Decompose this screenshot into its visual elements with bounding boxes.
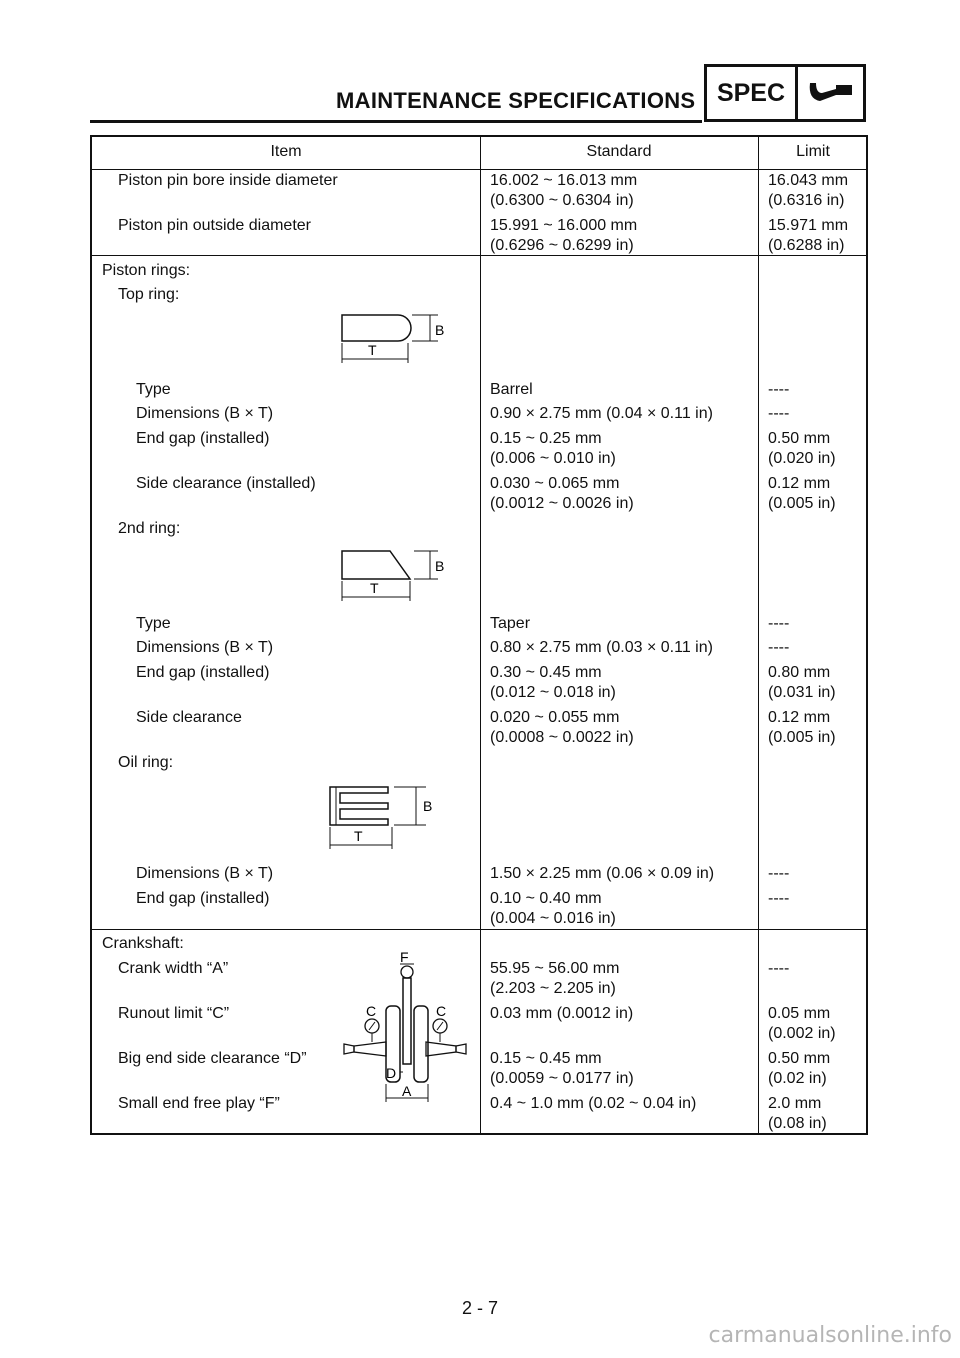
limit-value: (0.02 in) [768,1070,827,1087]
subsection-heading: 2nd ring: [118,520,181,537]
limit-value: ---- [768,615,790,632]
standard-value: (0.0059 ~ 0.0177 in) [490,1070,634,1087]
standard-value: 0.30 ~ 0.45 mm [490,664,602,681]
item-label: Side clearance (installed) [136,475,316,492]
dimension-label-a: A [402,1083,412,1099]
standard-value: 0.15 ~ 0.25 mm [490,430,602,447]
section-heading: Crankshaft: [102,935,184,952]
limit-value: 16.043 mm [768,172,849,189]
dimension-label-b: B [423,798,433,814]
standard-value: 0.10 ~ 0.40 mm [490,890,602,907]
standard-value: 16.002 ~ 16.013 mm [490,172,638,189]
oil-ring-diagram [318,777,442,857]
standard-value: 0.03 mm (0.0012 in) [490,1005,634,1022]
item-label: Dimensions (B × T) [136,405,274,422]
item-label: Piston pin outside diameter [118,217,311,234]
item-label: Side clearance [136,709,242,726]
standard-value: 0.020 ~ 0.055 mm [490,709,620,726]
item-label: End gap (installed) [136,430,270,447]
standard-value: (0.6296 ~ 0.6299 in) [490,237,634,254]
standard-value: 15.991 ~ 16.000 mm [490,217,638,234]
limit-value: ---- [768,405,790,422]
section-divider [92,255,866,256]
column-header-item: Item [270,143,302,160]
dimension-label-t: T [370,580,379,596]
standard-value: (0.0008 ~ 0.0022 in) [490,729,634,746]
item-label: Small end free play “F” [118,1095,280,1112]
dimension-label-b: B [435,322,445,338]
col-divider [480,137,481,1133]
column-header-standard: Standard [586,143,652,160]
limit-value: 15.971 mm [768,217,849,234]
limit-value: (0.08 in) [768,1115,827,1132]
standard-value: (0.0012 ~ 0.0026 in) [490,495,634,512]
section-divider [92,929,866,930]
limit-value: 0.12 mm [768,709,831,726]
item-label: Big end side clearance “D” [118,1050,307,1067]
standard-value: 0.90 × 2.75 mm (0.04 × 0.11 in) [490,405,713,422]
header-rule [90,120,702,123]
standard-value: 0.80 × 2.75 mm (0.03 × 0.11 in) [490,639,713,656]
wrench-icon [798,67,863,119]
limit-value: (0.002 in) [768,1025,836,1042]
limit-value: 0.50 mm [768,430,831,447]
spec-table [90,135,868,1135]
subsection-heading: Oil ring: [118,754,174,771]
limit-value: ---- [768,381,790,398]
standard-value: 0.15 ~ 0.45 mm [490,1050,602,1067]
subsection-heading: Top ring: [118,286,180,303]
standard-value: 0.030 ~ 0.065 mm [490,475,620,492]
limit-value: ---- [768,865,790,882]
item-label: End gap (installed) [136,664,270,681]
limit-value: ---- [768,639,790,656]
col-divider [758,137,759,1133]
limit-value: (0.6288 in) [768,237,845,254]
section-heading: Piston rings: [102,262,191,279]
item-label: Type [136,615,171,632]
limit-value: (0.020 in) [768,450,836,467]
limit-value: ---- [768,960,790,977]
standard-value: 1.50 × 2.25 mm (0.06 × 0.09 in) [490,865,715,882]
column-header-limit: Limit [796,143,830,160]
item-label: End gap (installed) [136,890,270,907]
dimension-label-f: F [400,952,409,965]
item-label: Dimensions (B × T) [136,865,274,882]
limit-value: ---- [768,890,790,907]
top-ring-diagram [332,307,452,369]
header-divider [92,169,866,170]
page-number: 2 - 7 [461,1298,499,1318]
limit-value: (0.005 in) [768,729,836,746]
item-label: Dimensions (B × T) [136,639,274,656]
page-title: MAINTENANCE SPECIFICATIONS [336,88,696,113]
standard-value: 0.4 ~ 1.0 mm (0.02 ~ 0.04 in) [490,1095,697,1112]
standard-value: 55.95 ~ 56.00 mm [490,960,620,977]
standard-value: Taper [490,615,531,632]
item-label: Type [136,381,171,398]
limit-value: 2.0 mm [768,1095,822,1112]
standard-value: (0.6300 ~ 0.6304 in) [490,192,634,209]
second-ring-diagram [332,541,452,603]
spec-badge [704,64,866,122]
dimension-label-d: D [386,1065,397,1081]
item-label: Crank width “A” [118,960,229,977]
limit-value: 0.12 mm [768,475,831,492]
limit-value: 0.80 mm [768,664,831,681]
dimension-label-c: C [366,1003,377,1019]
limit-value: 0.05 mm [768,1005,831,1022]
dimension-label-b: B [435,558,445,574]
limit-value: (0.031 in) [768,684,836,701]
standard-value: Barrel [490,381,533,398]
spec-badge-label: SPEC [707,67,798,119]
standard-value: (0.012 ~ 0.018 in) [490,684,616,701]
standard-value: (0.006 ~ 0.010 in) [490,450,616,467]
item-label: Piston pin bore inside diameter [118,172,338,189]
standard-value: (2.203 ~ 2.205 in) [490,980,616,997]
crankshaft-diagram [342,952,472,1110]
dimension-label-c: C [436,1003,447,1019]
footer-watermark: carmanualsonline.info [708,1323,952,1348]
limit-value: (0.6316 in) [768,192,845,209]
item-label: Runout limit “C” [118,1005,230,1022]
dimension-label-t: T [368,342,377,358]
dimension-label-t: T [354,828,363,844]
limit-value: (0.005 in) [768,495,836,512]
limit-value: 0.50 mm [768,1050,831,1067]
standard-value: (0.004 ~ 0.016 in) [490,910,616,927]
